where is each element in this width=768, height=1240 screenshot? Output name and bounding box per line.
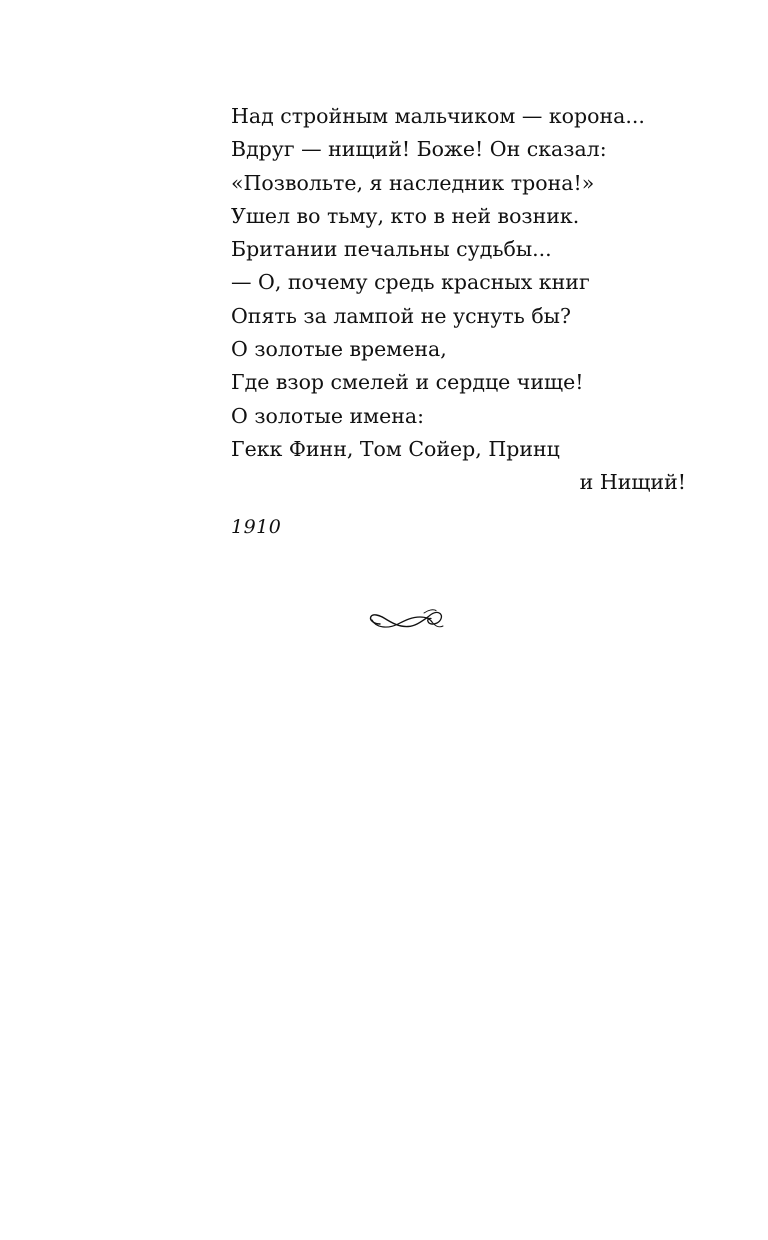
poem-line: — О, почему средь красных книг xyxy=(231,270,590,295)
poem-line: Ушел во тьму, кто в ней возник. xyxy=(231,203,580,228)
poem-line: Над стройным мальчиком — корона... xyxy=(231,104,645,128)
poem-line: Гекк Финн, Том Сойер, Принц xyxy=(231,436,560,461)
poem-line: Британии печальны судьбы... xyxy=(231,237,552,262)
poem-text xyxy=(231,100,691,500)
poem-year: 1910 xyxy=(231,516,282,538)
poem-line: «Позвольте, я наследник трона!» xyxy=(231,170,595,195)
poem-line: О золотые имена: xyxy=(231,403,425,428)
poem-line: Вдруг — нищий! Боже! Он сказал: xyxy=(231,137,607,162)
flourish-ornament-icon xyxy=(366,604,444,636)
poem-line: О золотые времена, xyxy=(231,337,447,362)
poem-line-continuation: и Нищий! xyxy=(579,470,686,495)
poem-line: Где взор смелей и сердце чище! xyxy=(231,370,584,395)
poem-line: Опять за лампой не уснуть бы? xyxy=(231,303,571,328)
